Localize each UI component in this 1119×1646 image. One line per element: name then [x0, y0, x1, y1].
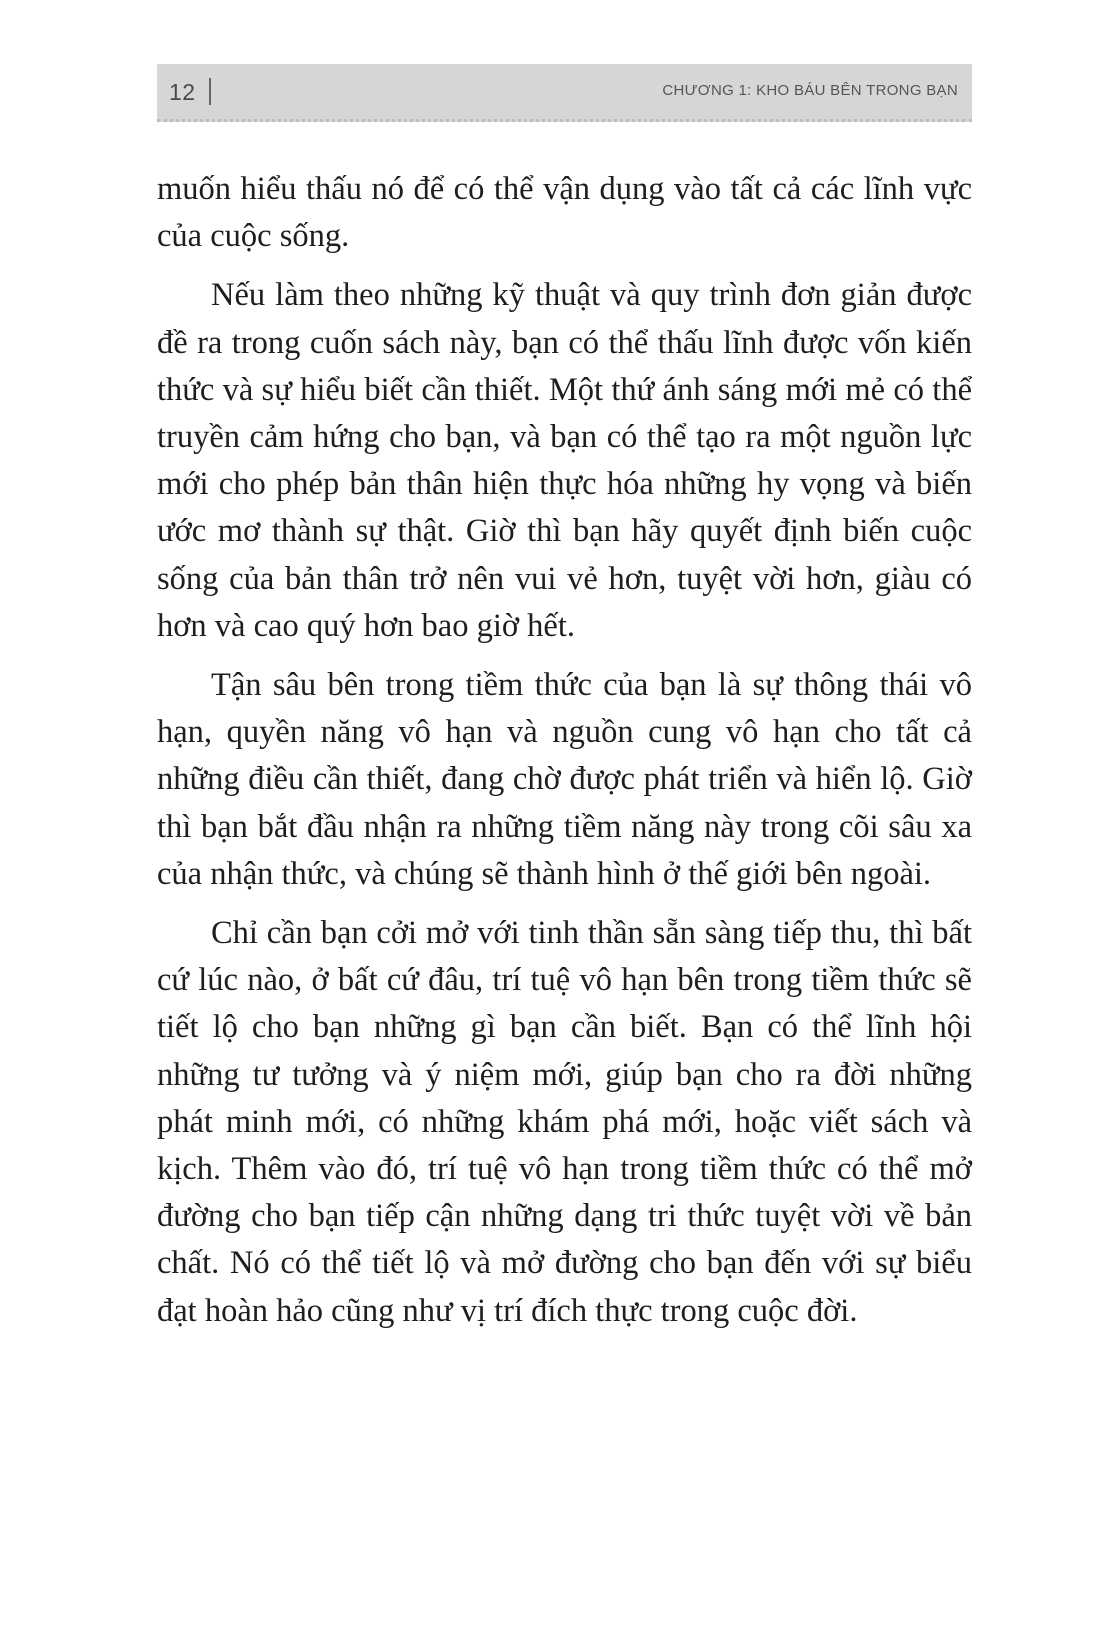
header-divider: [209, 78, 211, 105]
page-number: 12: [169, 79, 196, 105]
paragraph: Chỉ cần bạn cởi mở với tinh thần sẵn sàng tiếp thu, thì bất cứ lúc nào, ở bất cứ đâu, trí tuệ vô hạn bên trong tiềm thức sẽ tiết lộ cho bạn những gì bạn cần biết. Bạn có thể lĩnh hội những tư tưởng và ý niệm mới, giúp bạn cho ra đời những phát minh mới, có những khám phá mới, hoặc viết sách và kịch. Thêm vào đó, trí tuệ vô hạn trong tiềm thức có thể mở đường cho bạn tiếp cận những dạng tri thức tuyệt vời về bản chất. Nó có thể tiết lộ và mở đường cho bạn đến với sự biểu đạt hoàn hảo cũng như vị trí đích thực trong cuộc đời.: [157, 915, 972, 1329]
body-text: [157, 166, 972, 1347]
paragraph: Nếu làm theo những kỹ thuật và quy trình đơn giản được đề ra trong cuốn sách này, bạn có thể thấu lĩnh được vốn kiến thức và sự hiểu biết cần thiết. Một thứ ánh sáng mới mẻ có thể truyền cảm hứng cho bạn, và bạn có thể tạo ra một nguồn lực mới cho phép bản thân hiện thực hóa những hy vọng và biến ước mơ thành sự thật. Giờ thì bạn hãy quyết định biến cuộc sống của bản thân trở nên vui vẻ hơn, tuyệt vời hơn, giàu có hơn và cao quý hơn bao giờ hết.: [157, 277, 972, 644]
paragraph: Tận sâu bên trong tiềm thức của bạn là sự thông thái vô hạn, quyền năng vô hạn và nguồn cung vô hạn cho tất cả những điều cần thiết, đang chờ được phát triển và hiển lộ. Giờ thì bạn bắt đầu nhận ra những tiềm năng này trong cõi sâu xa của nhận thức, và chúng sẽ thành hình ở thế giới bên ngoài.: [157, 667, 972, 892]
running-head: [157, 64, 972, 122]
paragraph: muốn hiểu thấu nó để có thể vận dụng vào tất cả các lĩnh vực của cuộc sống.: [157, 171, 972, 255]
chapter-title: CHƯƠNG 1: KHO BÁU BÊN TRONG BẠN: [662, 82, 958, 99]
